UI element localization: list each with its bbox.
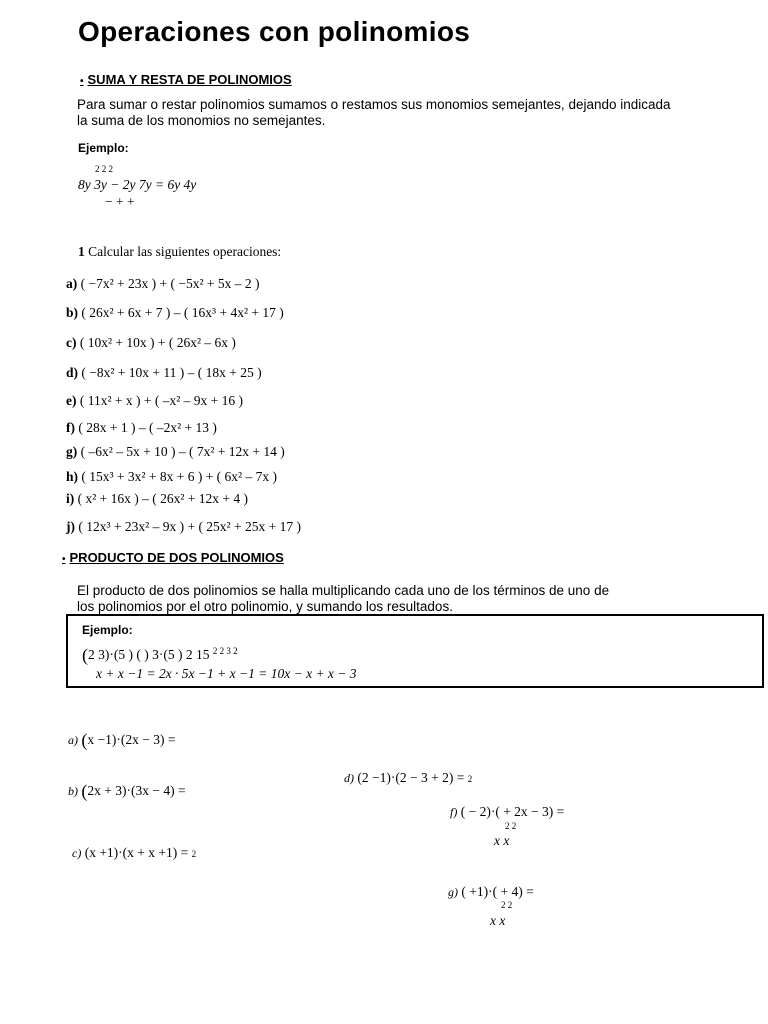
item-expression: ( − 2)·( + 2x − 3) =: [460, 804, 565, 819]
item-expression: (2 −1)·(2 − 3 + 2) =: [357, 770, 465, 785]
item-label: g): [66, 444, 78, 459]
example-producto-exponents: 2 2 3 2: [212, 646, 238, 656]
item-expression: (x +1)·(x + x +1) =: [84, 845, 189, 860]
item-label: h): [66, 469, 79, 484]
example-producto-line1-text: 2 3)·(5 ) ( ) 3·(5 ) 2 15: [88, 647, 210, 662]
item-label: b): [68, 784, 78, 798]
item-expression: ( 15x³ + 3x² + 8x + 6 ) + ( 6x² – 7x ): [81, 469, 277, 484]
page-title: Operaciones con polinomios: [78, 16, 471, 47]
section-heading-producto-text: PRODUCTO DE DOS POLINOMIOS: [69, 550, 284, 565]
item-tail: 2: [191, 849, 197, 859]
exercise1-item: [66, 469, 277, 485]
item-expression: ( −7x² + 23x ) + ( −5x² + 5x – 2 ): [80, 276, 260, 291]
left-paren: (: [82, 645, 88, 665]
item-expression: ( +1)·( + 4) =: [461, 884, 534, 899]
item-expression: x −1)·(2x − 3) =: [87, 732, 176, 747]
exercise2-item-f-sub1: 2 2: [505, 821, 517, 831]
item-label: i): [66, 491, 75, 506]
item-label: d): [344, 771, 354, 785]
suma-text-line2: la suma de los monomios no semejantes.: [77, 113, 326, 128]
example-suma-signs: − + +: [105, 194, 135, 209]
item-expression: ( 26x² + 6x + 7 ) – ( 16x³ + 4x² + 17 ): [81, 305, 284, 320]
exercise1-prompt: [78, 244, 281, 260]
item-expression: 2x + 3)·(3x − 4) =: [87, 783, 186, 798]
example-label-suma: Ejemplo:: [78, 141, 129, 155]
producto-text-line2: los polinomios por el otro polinomio, y sumando los resultados.: [77, 599, 453, 614]
example-producto-line2: x + x −1 = 2x · 5x −1 + x −1 = 10x − x + x − 3: [96, 666, 357, 681]
exercise1-item: [66, 365, 262, 381]
item-label: d): [66, 365, 79, 380]
suma-text-line1: Para sumar o restar polinomios sumamos o restamos sus monomios semejantes, dejando indicada: [77, 97, 671, 112]
exercise1-item: [66, 393, 243, 409]
item-label: j): [66, 519, 75, 534]
left-paren: (: [81, 730, 88, 750]
item-label: g): [448, 885, 458, 899]
item-expression: ( x² + 16x ) – ( 26x² + 12x + 4 ): [77, 491, 249, 506]
item-expression: ( 12x³ + 23x² – 9x ) + ( 25x² + 25x + 17 ): [78, 519, 301, 534]
exercise2-item-f: [450, 804, 564, 820]
producto-text-line1: El producto de dos polinomios se halla multiplicando cada uno de los términos de uno de: [77, 583, 610, 598]
example-producto-line1: [82, 645, 238, 666]
exercise1-item: [66, 420, 217, 436]
item-expression: ( –6x² – 5x + 10 ) – ( 7x² + 12x + 14 ): [80, 444, 285, 459]
item-expression: ( 10x² + 10x ) + ( 26x² – 6x ): [79, 335, 236, 350]
item-label: a): [68, 733, 78, 747]
exercise1-item: [66, 305, 284, 321]
example-label-producto: Ejemplo:: [82, 623, 133, 637]
exercise1-item: [66, 444, 285, 460]
item-label: e): [66, 393, 77, 408]
section-heading-suma: [80, 72, 292, 87]
bullet: •: [80, 76, 84, 87]
item-expression: ( −8x² + 10x + 11 ) – ( 18x + 25 ): [81, 365, 262, 380]
left-paren: (: [81, 781, 88, 801]
item-label: c): [66, 335, 77, 350]
example-suma-exponents: 2 2 2: [95, 164, 113, 174]
item-label: a): [66, 276, 78, 291]
exercise2-item-d: [344, 770, 472, 786]
exercise1-item: [66, 519, 301, 535]
exercise2-item-a: [68, 730, 175, 751]
exercise1-item: [66, 276, 260, 292]
example-suma-expression: 8y 3y − 2y 7y = 6y 4y: [78, 177, 197, 192]
item-label: c): [72, 846, 82, 860]
exercise2-item-g-sub1: 2 2: [501, 900, 513, 910]
exercise1-item: [66, 491, 248, 507]
item-expression: ( 11x² + x ) + ( –x² – 9x + 16 ): [79, 393, 244, 408]
exercise2-item-f-sub2: x x: [494, 833, 510, 848]
item-label: f): [66, 420, 75, 435]
item-label: f): [450, 805, 458, 819]
exercise1-prompt-text: Calcular las siguientes operaciones:: [88, 244, 282, 259]
exercise1-number: 1: [78, 244, 85, 259]
exercise2-item-b: [68, 781, 186, 802]
exercise2-item-g: [448, 884, 534, 900]
exercise1-item: [66, 335, 236, 351]
bullet: •: [62, 554, 66, 565]
item-tail: 2: [467, 774, 473, 784]
item-expression: ( 28x + 1 ) – ( –2x² + 13 ): [78, 420, 217, 435]
exercise2-item-g-sub2: x x: [490, 913, 506, 928]
section-heading-producto: [62, 550, 284, 565]
exercise2-item-c: [72, 845, 196, 861]
item-label: b): [66, 305, 79, 320]
section-heading-suma-text: SUMA Y RESTA DE POLINOMIOS: [87, 72, 292, 87]
